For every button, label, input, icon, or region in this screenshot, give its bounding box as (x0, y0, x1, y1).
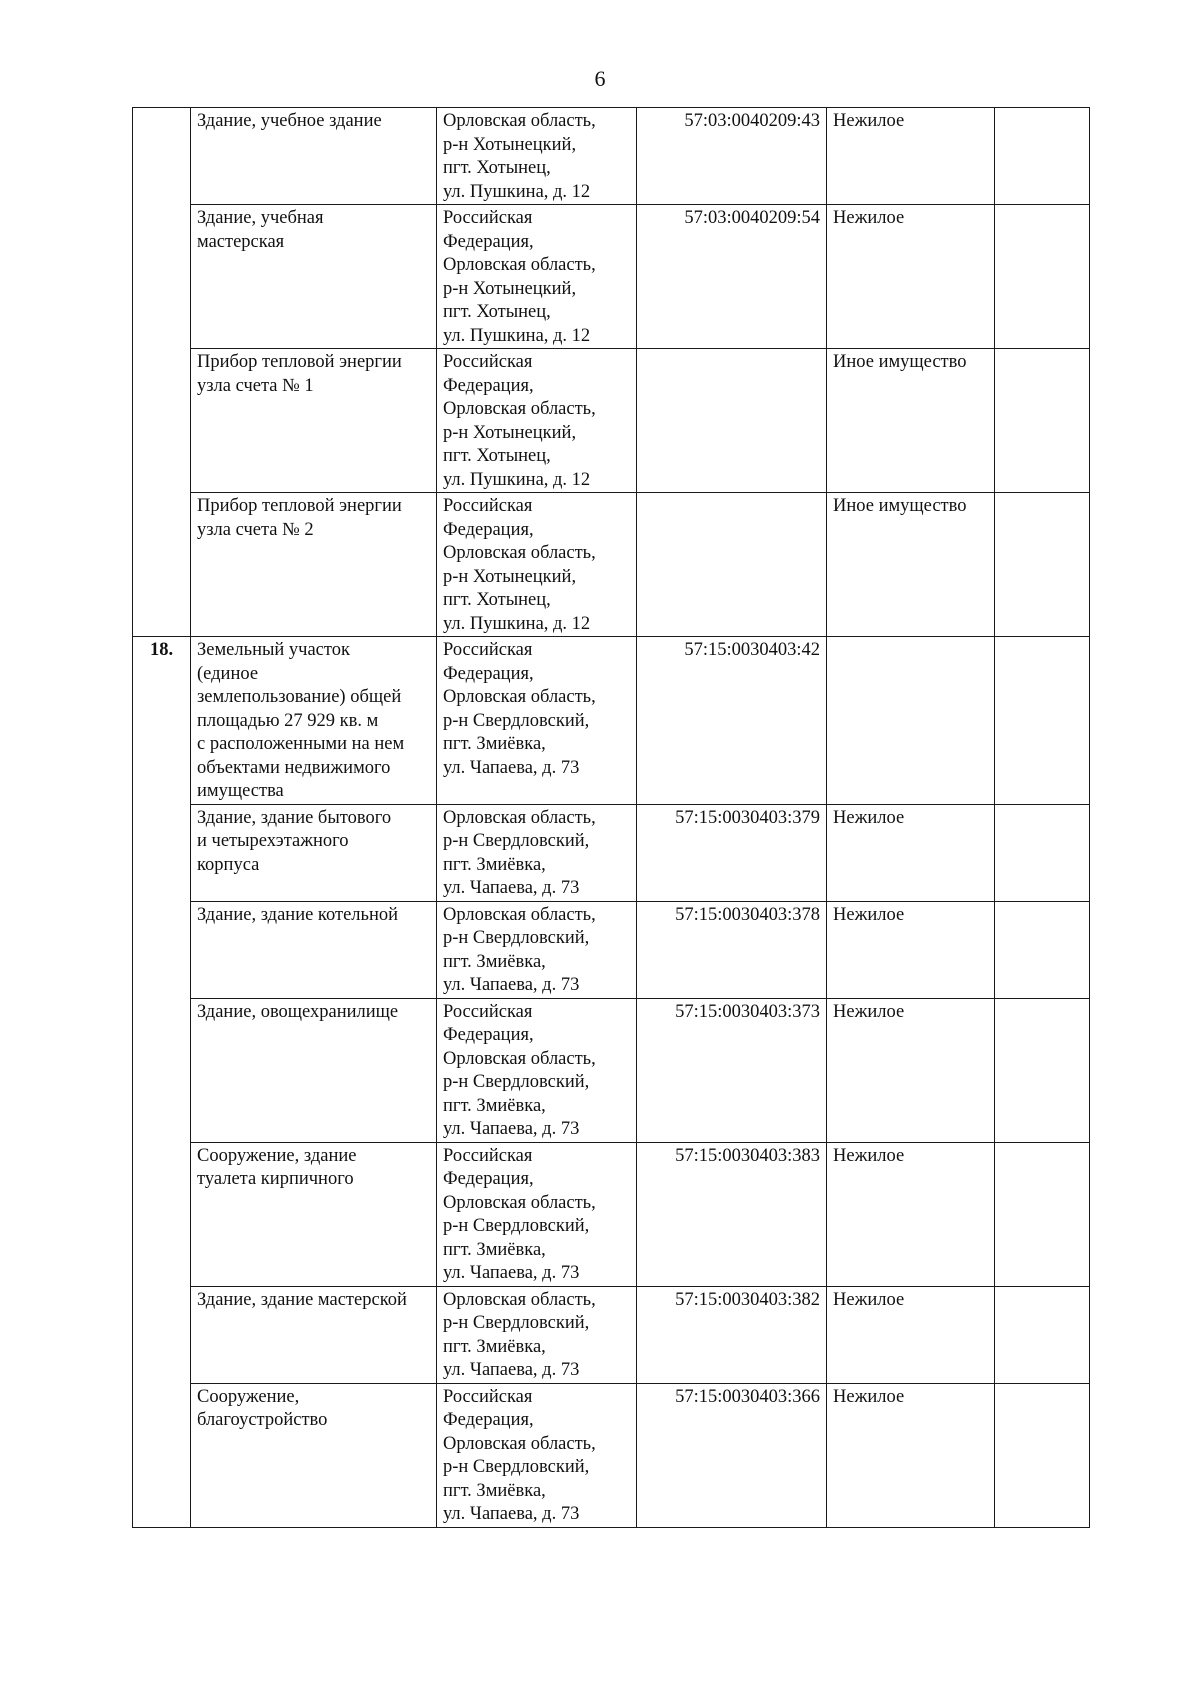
object-name-line: (единое (197, 663, 259, 684)
address-line: Орловская область, (443, 687, 596, 707)
empty-cell (995, 493, 1090, 637)
address-line: р-н Хотынецкий, (443, 422, 577, 443)
address-line: Орловская область, (443, 399, 596, 419)
address-cell (437, 637, 637, 805)
address-line: ул. Пушкина, д. 12 (443, 181, 591, 202)
object-name-line: Здание, учебная (197, 208, 324, 228)
object-name-line: с расположенными на нем (197, 734, 405, 754)
address-cell (437, 1142, 637, 1286)
object-name-line: Сооружение, здание (197, 1145, 357, 1166)
table-row (133, 998, 1090, 1142)
object-name-cell (191, 108, 437, 205)
address-line: р-н Свердловский, (443, 928, 590, 948)
object-name-line: Здание, здание мастерской (197, 1289, 407, 1310)
address-cell (437, 349, 637, 493)
table-row (133, 1286, 1090, 1383)
object-name-cell (191, 901, 437, 998)
address-line: пгт. Хотынец, (443, 302, 551, 322)
address-line: ул. Чапаева, д. 73 (443, 975, 580, 995)
address-cell (437, 1286, 637, 1383)
address-line: Федерация, (443, 1410, 534, 1430)
object-name-cell (191, 804, 437, 901)
empty-cell (995, 1286, 1090, 1383)
empty-cell (995, 108, 1090, 205)
object-name-cell (191, 205, 437, 349)
empty-cell (995, 1383, 1090, 1527)
table-row (133, 637, 1090, 805)
property-type-cell: Нежилое (827, 108, 995, 205)
cadastral-number-cell: 57:03:0040209:54 (637, 205, 827, 349)
table-row (133, 1142, 1090, 1286)
address-cell (437, 998, 637, 1142)
cadastral-number-cell (637, 349, 827, 493)
address-line: ул. Пушкина, д. 12 (443, 613, 591, 634)
address-line: Орловская область, (443, 1433, 596, 1454)
object-name-line: и четырехэтажного (197, 831, 349, 851)
address-line: Орловская область, (443, 807, 596, 828)
address-line: ул. Чапаева, д. 73 (443, 878, 580, 898)
address-line: р-н Хотынецкий, (443, 134, 577, 155)
address-line: р-н Хотынецкий, (443, 566, 577, 587)
object-name-line: благоустройство (197, 1410, 328, 1430)
table-row (133, 1383, 1090, 1527)
address-line: Российская (443, 640, 533, 660)
table-row (133, 901, 1090, 998)
address-line: ул. Пушкина, д. 12 (443, 325, 591, 346)
empty-cell (995, 901, 1090, 998)
address-line: пгт. Хотынец, (443, 446, 551, 466)
address-line: пгт. Змиёвка, (443, 1480, 546, 1501)
address-line: р-н Свердловский, (443, 1072, 590, 1092)
object-name-line: Прибор тепловой энергии (197, 496, 402, 516)
object-name-cell (191, 998, 437, 1142)
cadastral-number-cell: 57:15:0030403:42 (637, 637, 827, 805)
cadastral-number-cell: 57:03:0040209:43 (637, 108, 827, 205)
address-cell (437, 108, 637, 205)
page-number: 6 (594, 66, 606, 91)
table-body (133, 108, 1090, 1528)
object-name-line: Здание, здание бытового (197, 807, 392, 828)
cadastral-number-cell: 57:15:0030403:382 (637, 1286, 827, 1383)
object-name-line: Земельный участок (197, 640, 350, 660)
object-name-cell (191, 349, 437, 493)
address-cell (437, 493, 637, 637)
empty-cell (995, 998, 1090, 1142)
address-line: пгт. Хотынец, (443, 590, 551, 610)
property-type-cell: Иное имущество (827, 493, 995, 637)
empty-cell (995, 804, 1090, 901)
cadastral-number-cell: 57:15:0030403:383 (637, 1142, 827, 1286)
object-name-line: объектами недвижимого (197, 757, 391, 778)
address-line: Орловская область, (443, 543, 596, 563)
address-line: р-н Хотынецкий, (443, 278, 577, 299)
address-line: р-н Свердловский, (443, 1313, 590, 1333)
object-name-line: землепользование) общей (197, 687, 402, 707)
address-line: Российская (443, 1001, 533, 1022)
address-line: Орловская область, (443, 255, 596, 275)
address-line: Федерация, (443, 1169, 534, 1189)
address-line: Федерация, (443, 519, 534, 540)
address-line: Российская (443, 208, 533, 228)
address-line: Российская (443, 352, 533, 372)
address-line: Российская (443, 1386, 533, 1407)
empty-cell (995, 349, 1090, 493)
address-line: ул. Чапаева, д. 73 (443, 1360, 580, 1380)
property-type-cell: Нежилое (827, 1142, 995, 1286)
row-number-cell (133, 108, 191, 637)
address-line: Орловская область, (443, 111, 596, 131)
table-row (133, 205, 1090, 349)
object-name-line: Здание, здание котельной (197, 904, 398, 925)
table-row (133, 493, 1090, 637)
property-type-cell: Нежилое (827, 1286, 995, 1383)
address-line: Российская (443, 496, 533, 516)
address-cell (437, 1383, 637, 1527)
cadastral-number-cell: 57:15:0030403:366 (637, 1383, 827, 1527)
table-row (133, 804, 1090, 901)
object-name-line: узла счета № 1 (197, 375, 314, 396)
object-name-line: имущества (197, 781, 284, 801)
address-cell (437, 901, 637, 998)
row-number-cell: 18. (133, 637, 191, 1528)
address-line: ул. Чапаева, д. 73 (443, 1504, 580, 1524)
property-type-cell: Нежилое (827, 998, 995, 1142)
address-line: пгт. Хотынец, (443, 158, 551, 178)
property-type-cell: Иное имущество (827, 349, 995, 493)
address-cell (437, 205, 637, 349)
address-line: пгт. Змиёвка, (443, 1095, 546, 1116)
address-line: Орловская область, (443, 904, 596, 925)
address-line: р-н Свердловский, (443, 710, 590, 731)
address-cell (437, 804, 637, 901)
address-line: ул. Пушкина, д. 12 (443, 469, 591, 490)
address-line: Орловская область, (443, 1192, 596, 1213)
address-line: Федерация, (443, 231, 534, 252)
object-name-cell (191, 1286, 437, 1383)
object-name-line: Здание, овощехранилище (197, 1001, 399, 1022)
object-name-cell (191, 637, 437, 805)
address-line: р-н Свердловский, (443, 1216, 590, 1236)
address-line: Орловская область, (443, 1048, 596, 1069)
address-line: ул. Чапаева, д. 73 (443, 1119, 580, 1139)
object-name-cell (191, 493, 437, 637)
object-name-line: Прибор тепловой энергии (197, 352, 402, 372)
empty-cell (995, 205, 1090, 349)
property-type-cell (827, 637, 995, 805)
address-line: Федерация, (443, 1025, 534, 1045)
cadastral-number-cell: 57:15:0030403:373 (637, 998, 827, 1142)
object-name-line: площадью 27 929 кв. м (197, 710, 379, 731)
cadastral-number-cell: 57:15:0030403:379 (637, 804, 827, 901)
address-line: ул. Чапаева, д. 73 (443, 1263, 580, 1283)
address-line: пгт. Змиёвка, (443, 854, 546, 875)
address-line: пгт. Змиёвка, (443, 1336, 546, 1357)
property-type-cell: Нежилое (827, 804, 995, 901)
property-type-cell: Нежилое (827, 205, 995, 349)
object-name-cell (191, 1383, 437, 1527)
address-line: пгт. Змиёвка, (443, 734, 546, 754)
object-name-line: Здание, учебное здание (197, 111, 382, 131)
table-row (133, 349, 1090, 493)
address-line: р-н Свердловский, (443, 831, 590, 851)
address-line: пгт. Змиёвка, (443, 1239, 546, 1260)
address-line: Федерация, (443, 663, 534, 684)
address-line: пгт. Змиёвка, (443, 951, 546, 972)
property-type-cell: Нежилое (827, 901, 995, 998)
object-name-line: корпуса (197, 854, 260, 875)
address-line: Российская (443, 1145, 533, 1166)
address-line: Орловская область, (443, 1289, 596, 1310)
property-type-cell: Нежилое (827, 1383, 995, 1527)
cadastral-number-cell: 57:15:0030403:378 (637, 901, 827, 998)
cadastral-number-cell (637, 493, 827, 637)
object-name-cell (191, 1142, 437, 1286)
object-name-line: туалета кирпичного (197, 1169, 354, 1189)
object-name-line: узла счета № 2 (197, 519, 314, 540)
address-line: ул. Чапаева, д. 73 (443, 757, 580, 778)
empty-cell (995, 637, 1090, 805)
address-line: Федерация, (443, 375, 534, 396)
address-line: р-н Свердловский, (443, 1457, 590, 1477)
table-row (133, 108, 1090, 205)
object-name-line: Сооружение, (197, 1386, 300, 1407)
empty-cell (995, 1142, 1090, 1286)
object-name-line: мастерская (197, 231, 285, 252)
property-table (132, 107, 1090, 1528)
